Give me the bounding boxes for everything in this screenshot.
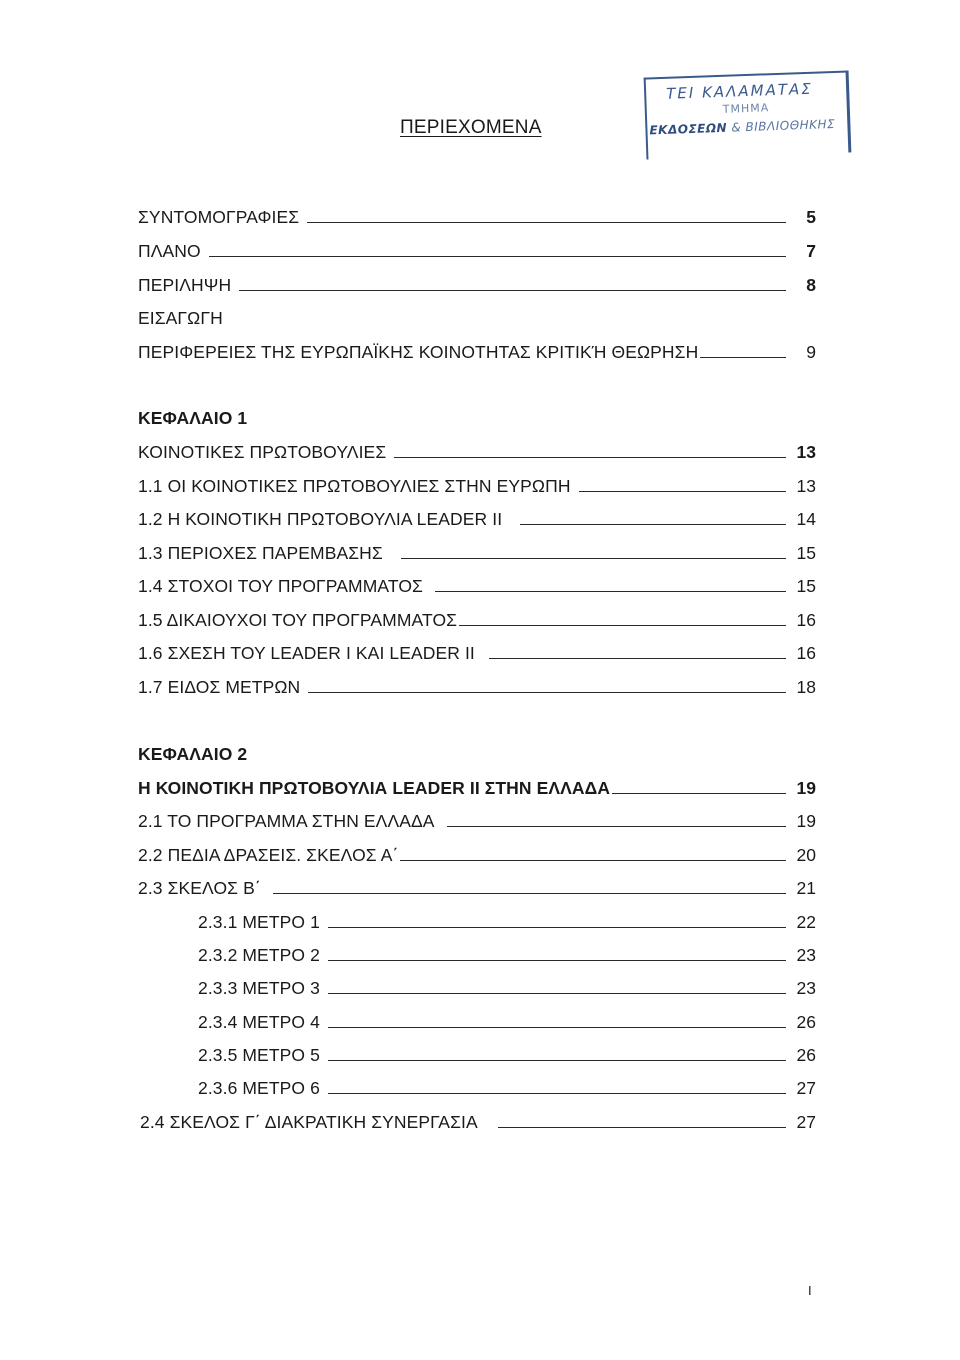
toc-entry-plan xyxy=(138,236,816,262)
toc-label: 2.3.2 ΜΕΤΡΟ 2 xyxy=(198,945,320,965)
toc-entry-2-2 xyxy=(138,840,816,866)
toc-label: 2.3.6 ΜΕΤΡΟ 6 xyxy=(198,1078,320,1098)
toc-page: 26 xyxy=(796,1045,816,1065)
toc-leader xyxy=(498,1127,786,1128)
toc-entry-2-3-2 xyxy=(198,940,816,966)
toc-entry-2-3-3 xyxy=(198,973,816,999)
stamp-line-3-rest: & ΒΙΒΛΙΟΘΗΚΗΣ xyxy=(726,116,836,135)
toc-page: 26 xyxy=(796,1012,816,1032)
toc-entry-1-7 xyxy=(138,672,816,698)
toc-page: 18 xyxy=(796,677,816,697)
toc-label: 1.4 ΣΤΟΧΟΙ ΤΟΥ ΠΡΟΓΡΑΜΜΑΤΟΣ xyxy=(138,576,423,596)
toc-chapter-2-heading xyxy=(138,739,816,765)
toc-page: 20 xyxy=(796,845,816,865)
toc-entry-2-3-5 xyxy=(198,1040,816,1066)
toc-page: 5 xyxy=(806,207,816,227)
toc-label: 2.3.3 ΜΕΤΡΟ 3 xyxy=(198,978,320,998)
toc-page: 16 xyxy=(796,610,816,630)
toc-entry-2-4 xyxy=(140,1107,816,1133)
toc-page: 13 xyxy=(796,442,816,462)
toc-page: 23 xyxy=(796,978,816,998)
toc-leader xyxy=(328,1093,786,1094)
toc-leader xyxy=(435,591,786,592)
toc-leader xyxy=(489,658,786,659)
stamp-line-1: ΤΕΙ ΚΑΛΑΜΑΤΑΣ xyxy=(665,79,813,103)
toc-leader xyxy=(520,524,786,525)
library-stamp xyxy=(644,70,852,159)
toc-page: 19 xyxy=(796,811,816,831)
toc-label: 2.3.4 ΜΕΤΡΟ 4 xyxy=(198,1012,320,1032)
toc-label: 2.4 ΣΚΕΛΟΣ Γ΄ ΔΙΑΚΡΑΤΙΚΗ ΣΥΝΕΡΓΑΣΙΑ xyxy=(140,1112,478,1132)
toc-entry-regions xyxy=(138,337,816,363)
toc-leader xyxy=(328,993,786,994)
stamp-line-3-bold: ΕΚΔΟΣΕΩΝ xyxy=(649,120,728,138)
toc-label: 1.5 ΔΙΚΑΙΟΥΧΟΙ ΤΟΥ ΠΡΟΓΡΑΜΜΑΤΟΣ xyxy=(138,610,458,630)
toc-entry-summary xyxy=(138,270,816,296)
toc-entry-introduction xyxy=(138,303,816,329)
toc-page: 14 xyxy=(796,509,816,529)
toc-label: 1.7 ΕΙΔΟΣ ΜΕΤΡΩΝ xyxy=(138,677,301,697)
toc-entry-2-3-6 xyxy=(198,1073,816,1099)
toc-page: 8 xyxy=(806,275,816,295)
toc-label: 1.6 ΣΧΕΣΗ ΤΟΥ LEADER I ΚΑΙ LEADER II xyxy=(138,643,475,663)
toc-leader xyxy=(209,256,786,257)
toc-leader xyxy=(401,558,786,559)
toc-entry-1-6 xyxy=(138,638,816,664)
toc-label: 1.3 ΠΕΡΙΟΧΕΣ ΠΑΡΕΜΒΑΣΗΣ xyxy=(138,543,383,563)
toc-label: 2.3 ΣΚΕΛΟΣ Β΄ xyxy=(138,878,261,898)
toc-page: 9 xyxy=(806,342,816,362)
toc-entry-2-3-1 xyxy=(198,907,816,933)
toc-page: 19 xyxy=(796,778,816,798)
toc-entry-leader-greece xyxy=(138,773,816,799)
toc-leader xyxy=(328,1060,786,1061)
toc-label: ΠΛΑΝΟ xyxy=(138,241,201,261)
toc-page: 15 xyxy=(796,576,816,596)
page-title: ΠΕΡΙΕΧΟΜΕΝΑ xyxy=(400,117,542,138)
toc-label: ΣΥΝΤΟΜΟΓΡΑΦΙΕΣ xyxy=(138,207,300,227)
toc-entry-2-3 xyxy=(138,873,816,899)
toc-entry-1-3 xyxy=(138,538,816,564)
toc-label: ΚΕΦΑΛΑΙΟ 1 xyxy=(138,408,248,428)
toc-leader xyxy=(307,222,786,223)
toc-label: ΠΕΡΙΛΗΨΗ xyxy=(138,275,232,295)
toc-leader xyxy=(400,860,786,861)
toc-leader xyxy=(328,927,786,928)
stamp-line-3 xyxy=(649,117,835,137)
toc-leader xyxy=(328,960,786,961)
toc-leader xyxy=(700,357,786,358)
toc-page: 27 xyxy=(796,1112,816,1132)
page-number: I xyxy=(808,1283,812,1298)
toc-entry-abbreviations xyxy=(138,202,816,228)
toc-entry-1-5 xyxy=(138,605,816,631)
toc-leader xyxy=(579,491,786,492)
toc-entry-1-1 xyxy=(138,471,816,497)
toc-label: 2.1 ΤΟ ΠΡΟΓΡΑΜΜΑ ΣΤΗΝ ΕΛΛΑΔΑ xyxy=(138,811,435,831)
toc-page: 13 xyxy=(796,476,816,496)
toc-entry-community-initiatives xyxy=(138,437,816,463)
toc-entry-1-4 xyxy=(138,571,816,597)
toc-label: 1.2 Η ΚΟΙΝΟΤΙΚΗ ΠΡΩΤΟΒΟΥΛΙΑ LEADER II xyxy=(138,509,503,529)
toc-label: 2.3.1 ΜΕΤΡΟ 1 xyxy=(198,912,320,932)
toc-label: ΚΟΙΝΟΤΙΚΕΣ ΠΡΩΤΟΒΟΥΛΙΕΣ xyxy=(138,442,387,462)
toc-label: ΠΕΡΙΦΕΡΕΙΕΣ ΤΗΣ ΕΥΡΩΠΑΪΚΗΣ ΚΟΙΝΟΤΗΤΑΣ ΚΡΙΤΙΚΉ ΘΕΩΡΗΣΗ xyxy=(138,342,699,362)
toc-leader xyxy=(308,692,786,693)
toc-chapter-1-heading xyxy=(138,403,816,429)
toc-page: 23 xyxy=(796,945,816,965)
toc-leader xyxy=(328,1027,786,1028)
toc-label: 1.1 ΟΙ ΚΟΙΝΟΤΙΚΕΣ ΠΡΩΤΟΒΟΥΛΙΕΣ ΣΤΗΝ ΕΥΡΩΠΗ xyxy=(138,476,571,496)
toc-label: ΚΕΦΑΛΑΙΟ 2 xyxy=(138,744,248,764)
toc-label: 2.2 ΠΕΔΙΑ ΔΡΑΣΕΙΣ. ΣΚΕΛΟΣ Α΄ xyxy=(138,845,399,865)
toc-leader xyxy=(459,625,786,626)
toc-entry-1-2 xyxy=(138,504,816,530)
toc-label: ΕΙΣΑΓΩΓΗ xyxy=(138,308,223,328)
toc-leader xyxy=(394,457,786,458)
toc-page: 16 xyxy=(796,643,816,663)
toc-entry-2-1 xyxy=(138,806,816,832)
toc-entry-2-3-4 xyxy=(198,1007,816,1033)
toc-page: 22 xyxy=(796,912,816,932)
toc-leader xyxy=(447,826,786,827)
toc-page: 15 xyxy=(796,543,816,563)
toc-leader xyxy=(273,893,786,894)
toc-page: 7 xyxy=(806,241,816,261)
toc-leader xyxy=(612,793,786,794)
toc-page: 21 xyxy=(796,878,816,898)
toc-label: 2.3.5 ΜΕΤΡΟ 5 xyxy=(198,1045,320,1065)
stamp-line-2: ΤΜΗΜΑ xyxy=(722,101,770,116)
toc-label: Η ΚΟΙΝΟΤΙΚΗ ΠΡΩΤΟΒΟΥΛΙΑ LEADER II ΣΤΗΝ ΕΛΛΑΔΑ xyxy=(138,778,611,798)
toc-page: 27 xyxy=(796,1078,816,1098)
toc-leader xyxy=(239,290,786,291)
